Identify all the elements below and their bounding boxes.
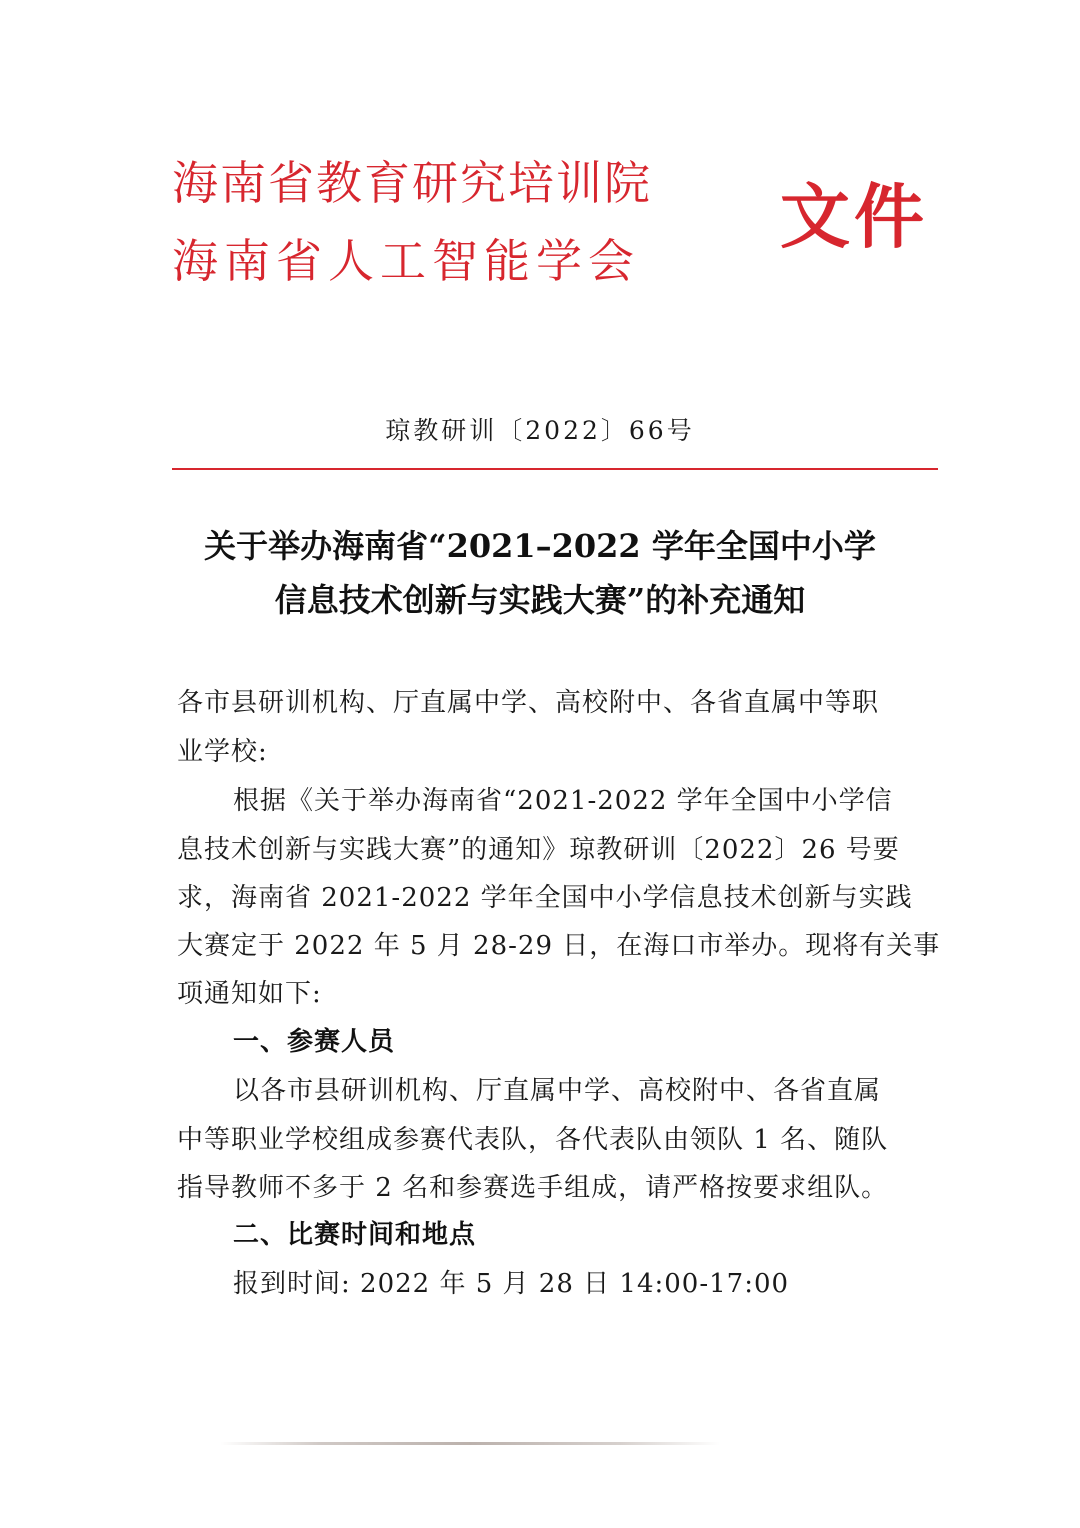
paragraph-1-line: 求，海南省 2021-2022 学年全国中小学信息技术创新与实践: [177, 883, 913, 913]
section-heading-participants: 一、参赛人员: [233, 1027, 396, 1057]
scan-edge-mark: [220, 1442, 720, 1445]
document-number: 琼教研训〔2022〕66号: [385, 416, 695, 445]
red-divider-line: [172, 468, 938, 470]
paragraph-2-line: 以各市县研训机构、厅直属中学、高校附中、各省直属: [233, 1076, 882, 1106]
section-heading-time-place: 二、比赛时间和地点: [233, 1220, 477, 1250]
addressee-line: 各市县研训机构、厅直属中学、高校附中、各省直属中等职: [177, 688, 880, 718]
paragraph-1-line: 息技术创新与实践大赛”的通知》琼教研训〔2022〕26 号要: [177, 835, 900, 865]
paragraph-2-line: 中等职业学校组成参赛代表队，各代表队由领队 1 名、随队: [177, 1125, 889, 1155]
check-in-time-line: 报到时间: 2022 年 5 月 28 日 14:00-17:00: [233, 1269, 790, 1299]
document-word: 文件: [780, 176, 928, 258]
addressee-line-cont: 业学校:: [177, 737, 268, 767]
paragraph-1-line: 项通知如下:: [177, 979, 322, 1009]
notice-title-line-1: 关于举办海南省“2021–2022 学年全国中小学: [204, 527, 876, 565]
issuing-org-1: 海南省教育研究培训院: [172, 156, 652, 210]
notice-title-line-2: 信息技术创新与实践大赛”的补充通知: [274, 581, 806, 619]
issuing-org-2: 海南省人工智能学会: [172, 234, 640, 288]
paragraph-1-line: 根据《关于举办海南省“2021-2022 学年全国中小学信: [233, 786, 893, 816]
paragraph-1-line: 大赛定于 2022 年 5 月 28-29 日，在海口市举办。现将有关事: [177, 931, 941, 961]
paragraph-2-line: 指导教师不多于 2 名和参赛选手组成，请严格按要求组队。: [177, 1173, 889, 1203]
